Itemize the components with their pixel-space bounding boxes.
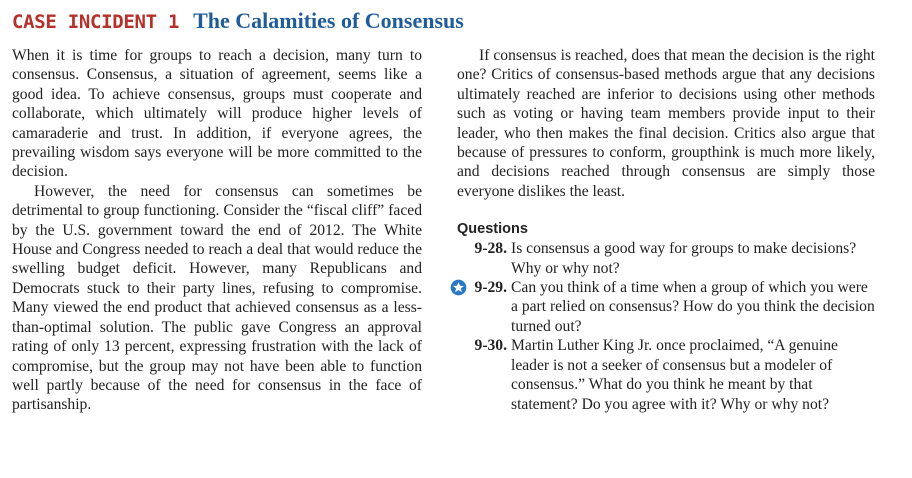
question-text: Can you think of a time when a group of which you were a part relied on consensus? How do you think the decision turned out? — [511, 279, 875, 335]
question-text: Martin Luther King Jr. once proclaimed, “A genuine leader is not a seeker of consensus but a modeler of consensus.” What do you think he meant by that statement? Do you agree with it? Why or why not? — [511, 337, 838, 413]
question-number: 9-29. — [474, 279, 507, 297]
question-number: 9-30. — [474, 337, 507, 355]
question-text: Is consensus a good way for groups to make decisions? Why or why not? — [511, 240, 857, 277]
left-paragraph-2: However, the need for consensus can sometimes be detrimental to group functioning. Consider the “fiscal cliff” faced by the U.S. government toward the end of 2012. The White House and Congress needed to reach a deal that would reduce the swelling budget deficit. However, many Republicans and Democrats stuck to their party lines, refusing to compromise. Many viewed the end product that achieved consensus as a less-than-optimal solution. The public gave Congress an approval rating of only 13 percent, expressing frustration with the lack of compromise, but the group may not have been able to function well partly because of the need for consensus in the face of partisanship. — [12, 182, 422, 414]
question-item — [457, 239, 875, 278]
case-label: CASE INCIDENT 1 — [12, 11, 180, 33]
right-column — [457, 46, 875, 414]
question-number: 9-28. — [474, 240, 507, 258]
left-column — [12, 46, 422, 415]
right-paragraph-1: If consensus is reached, does that mean the decision is the right one? Critics of consensus-based methods argue that any decisions ultimately reached are inferior to decisions using other methods such as voting or having team members provide input to their leader, who then makes the final decision. Critics also argue that because of pressures to conform, groupthink is much more likely, and decisions reached through consensus are simply those everyone dislikes the least. — [457, 47, 875, 200]
question-item — [457, 336, 875, 414]
question-item — [457, 278, 875, 336]
case-title: The Calamities of Consensus — [193, 8, 464, 33]
left-paragraph-1: When it is time for groups to reach a decision, many turn to consensus. Consensus, a situation of agreement, seems like a good idea. To achieve consensus, groups must cooperate and collaborate, which ultimately will produce higher levels of camaraderie and trust. In addition, if everyone agrees, the prevailing wisdom says everyone will be more committed to the decision. — [12, 47, 422, 181]
questions-heading: Questions — [457, 221, 528, 238]
case-header — [12, 8, 900, 38]
